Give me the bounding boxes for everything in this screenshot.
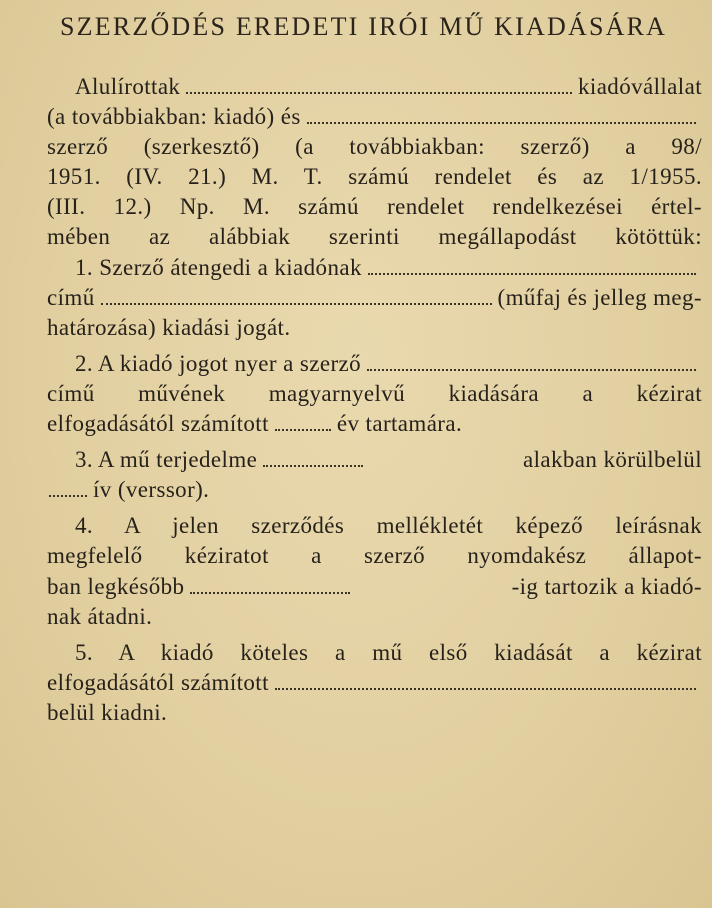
p5-line-3: belül kiadni. <box>47 699 168 725</box>
intro-signatories-label: Alulírottak <box>75 74 181 99</box>
fill-in-blank-sheets[interactable] <box>49 495 87 497</box>
p3-line-1 <box>47 445 702 475</box>
fill-in-blank-title[interactable] <box>101 303 492 305</box>
intro-line-6: mében az alábbiak szerinti megállapodást kötöttük: <box>47 224 702 250</box>
p2-text-1: 2. A kiadó jogot nyer a szerző <box>75 350 362 376</box>
p5-line-1: 5. A kiadó köteles a mű első kiadását a kézirat <box>75 639 702 665</box>
p2-line-3 <box>47 409 702 439</box>
intro-line-2 <box>47 102 702 132</box>
p4-line-4: nak átadni. <box>47 603 153 629</box>
p4-text-3a: ban legkésőbb <box>47 573 185 599</box>
fill-in-blank-work-title[interactable] <box>368 273 696 275</box>
p5-line-2 <box>47 668 702 698</box>
p2-text-3b: év tartamára. <box>336 411 463 437</box>
p4-line-1: 4. A jelen szerződés mellékletét képező leírásnak <box>75 513 702 539</box>
intro-line-5: (III. 12.) Np. M. számú rendelet rendelkezései értel- <box>47 194 702 220</box>
p4-line-3 <box>47 572 702 602</box>
p1-text-1: 1. Szerző átengedi a kiadónak <box>75 254 362 280</box>
p4-text-3b: -ig tartozik a kiadó- <box>511 573 702 599</box>
fill-in-blank-deadline[interactable] <box>190 592 350 594</box>
p5-text-2a: elfogadásától számított <box>47 669 269 695</box>
intro-publisher-label: kiadóvállalat <box>578 74 702 99</box>
p3-text-1a: 3. A mű terjedelme <box>75 447 258 473</box>
p3-line-2 <box>47 475 702 505</box>
fill-in-blank-publisher[interactable] <box>186 92 572 94</box>
intro-line-3: szerző (szerkesztő) (a továbbiakban: szerző) a 98/ <box>47 134 702 160</box>
document-title: SZERZŐDÉS EREDETI IRÓI MŰ KIADÁSÁRA <box>60 12 668 41</box>
p1-text-2a: című <box>47 284 95 310</box>
fill-in-blank-years[interactable] <box>275 429 331 431</box>
intro-line-1 <box>47 72 702 102</box>
intro-line-4: 1951. (IV. 21.) M. T. számú rendelet és az 1/1955. <box>47 164 702 190</box>
document-body <box>47 72 702 728</box>
p3-text-2b: ív (verssor). <box>93 477 210 503</box>
intro-publisher-def: (a továbbiakban: kiadó) és <box>47 104 301 130</box>
fill-in-blank-author-name[interactable] <box>367 369 696 371</box>
p1-text-2b: (műfaj és jelleg meg- <box>497 284 702 310</box>
p1-line-1 <box>47 253 702 283</box>
p3-text-1b: alakban körülbelül <box>522 447 702 473</box>
p2-line-1 <box>47 349 702 379</box>
p2-text-3a: elfogadásától számított <box>47 411 269 437</box>
fill-in-blank-format[interactable] <box>263 465 363 467</box>
fill-in-blank-author[interactable] <box>307 122 696 124</box>
fill-in-blank-publication-period[interactable] <box>275 688 696 690</box>
p2-line-2: című művének magyarnyelvű kiadására a kézirat <box>47 380 702 406</box>
p1-line-2 <box>47 283 702 313</box>
p1-line-3: határozása) kiadási jogát. <box>47 314 291 340</box>
p4-line-2: megfelelő kéziratot a szerző nyomdakész állapot- <box>47 543 702 569</box>
